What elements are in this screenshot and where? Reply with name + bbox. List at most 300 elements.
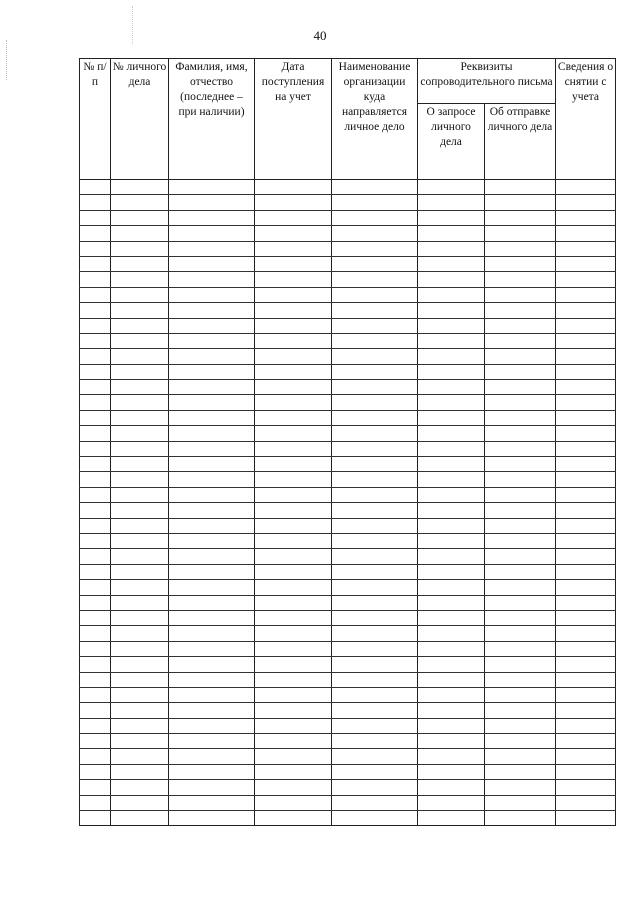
table-cell: [111, 764, 169, 779]
table-cell: [80, 687, 111, 702]
table-cell: [418, 241, 485, 256]
table-cell: [485, 641, 556, 656]
table-cell: [169, 241, 255, 256]
table-cell: [485, 811, 556, 826]
table-row: [80, 626, 616, 641]
table-cell: [418, 287, 485, 302]
table-cell: [485, 564, 556, 579]
table-row: [80, 687, 616, 702]
table-cell: [418, 764, 485, 779]
table-cell: [80, 795, 111, 810]
table-cell: [111, 811, 169, 826]
table-cell: [80, 241, 111, 256]
table-cell: [332, 795, 418, 810]
table-row: [80, 641, 616, 656]
table-cell: [169, 564, 255, 579]
table-cell: [556, 734, 616, 749]
table-cell: [418, 256, 485, 271]
table-cell: [556, 241, 616, 256]
table-cell: [418, 380, 485, 395]
table-cell: [80, 333, 111, 348]
table-cell: [556, 780, 616, 795]
table-cell: [556, 811, 616, 826]
table-cell: [418, 703, 485, 718]
table-cell: [332, 287, 418, 302]
table-cell: [332, 657, 418, 672]
table-cell: [556, 303, 616, 318]
table-cell: [418, 333, 485, 348]
table-cell: [556, 287, 616, 302]
table-cell: [332, 580, 418, 595]
table-cell: [169, 703, 255, 718]
table-cell: [418, 410, 485, 425]
table-cell: [332, 272, 418, 287]
table-cell: [80, 410, 111, 425]
table-cell: [485, 241, 556, 256]
table-cell: [485, 657, 556, 672]
table-cell: [418, 672, 485, 687]
table-cell: [485, 426, 556, 441]
table-cell: [111, 672, 169, 687]
registry-table: [79, 58, 616, 826]
table-cell: [332, 533, 418, 548]
table-cell: [111, 703, 169, 718]
table-cell: [332, 672, 418, 687]
table-row: [80, 503, 616, 518]
table-cell: [556, 180, 616, 195]
table-cell: [255, 811, 332, 826]
table-cell: [556, 426, 616, 441]
table-cell: [169, 657, 255, 672]
table-cell: [169, 672, 255, 687]
table-cell: [556, 333, 616, 348]
table-cell: [111, 518, 169, 533]
table-cell: [111, 749, 169, 764]
table-cell: [169, 503, 255, 518]
table-row: [80, 287, 616, 302]
table-cell: [485, 457, 556, 472]
table-cell: [169, 533, 255, 548]
table-cell: [485, 303, 556, 318]
table-cell: [556, 256, 616, 271]
table-cell: [418, 272, 485, 287]
table-cell: [80, 626, 111, 641]
table-cell: [418, 749, 485, 764]
table-cell: [332, 303, 418, 318]
table-cell: [111, 333, 169, 348]
table-cell: [255, 503, 332, 518]
table-row: [80, 780, 616, 795]
table-cell: [169, 364, 255, 379]
table-cell: [169, 595, 255, 610]
table-row: [80, 549, 616, 564]
table-cell: [111, 256, 169, 271]
table-cell: [255, 749, 332, 764]
table-cell: [485, 518, 556, 533]
table-row: [80, 672, 616, 687]
table-cell: [332, 487, 418, 502]
table-cell: [332, 364, 418, 379]
table-cell: [169, 549, 255, 564]
table-cell: [485, 410, 556, 425]
table-cell: [556, 349, 616, 364]
table-cell: [111, 441, 169, 456]
table-cell: [332, 687, 418, 702]
table-cell: [80, 287, 111, 302]
table-cell: [556, 441, 616, 456]
table-row: [80, 533, 616, 548]
col-header-cover-letter: Реквизиты сопроводительного письма: [418, 59, 556, 104]
table-cell: [111, 210, 169, 225]
table-cell: [556, 503, 616, 518]
table-row: [80, 210, 616, 225]
table-cell: [332, 518, 418, 533]
table-cell: [169, 349, 255, 364]
table-cell: [169, 795, 255, 810]
table-cell: [255, 256, 332, 271]
table-cell: [169, 780, 255, 795]
table-cell: [418, 457, 485, 472]
table-cell: [332, 641, 418, 656]
table-cell: [485, 210, 556, 225]
table-cell: [556, 764, 616, 779]
table-cell: [485, 441, 556, 456]
table-cell: [255, 580, 332, 595]
table-cell: [556, 687, 616, 702]
table-cell: [485, 687, 556, 702]
table-cell: [80, 364, 111, 379]
table-cell: [80, 749, 111, 764]
table-cell: [255, 518, 332, 533]
header-row-main: [80, 59, 616, 104]
table-cell: [169, 626, 255, 641]
table-cell: [111, 533, 169, 548]
table-row: [80, 457, 616, 472]
table-cell: [80, 657, 111, 672]
table-cell: [111, 487, 169, 502]
table-cell: [332, 241, 418, 256]
table-cell: [485, 487, 556, 502]
table-cell: [169, 734, 255, 749]
table-row: [80, 811, 616, 826]
table-cell: [332, 318, 418, 333]
table-cell: [418, 811, 485, 826]
col-header-case-number: № личного дела: [111, 59, 169, 180]
table-cell: [485, 734, 556, 749]
table-cell: [111, 734, 169, 749]
table-row: [80, 610, 616, 625]
table-cell: [111, 426, 169, 441]
table-cell: [332, 457, 418, 472]
table-cell: [255, 564, 332, 579]
table-cell: [111, 318, 169, 333]
table-cell: [80, 533, 111, 548]
table-cell: [255, 441, 332, 456]
table-cell: [169, 718, 255, 733]
margin-scan-mark: [6, 40, 8, 80]
table-cell: [169, 195, 255, 210]
table-cell: [418, 195, 485, 210]
table-cell: [255, 426, 332, 441]
table-cell: [255, 333, 332, 348]
table-cell: [255, 533, 332, 548]
table-cell: [332, 395, 418, 410]
table-cell: [556, 580, 616, 595]
table-cell: [485, 718, 556, 733]
table-cell: [255, 657, 332, 672]
table-cell: [80, 672, 111, 687]
table-cell: [418, 549, 485, 564]
table-cell: [255, 241, 332, 256]
col-header-full-name: Фамилия, имя, отчество (последнее – при наличии): [169, 59, 255, 180]
table-cell: [80, 734, 111, 749]
table-cell: [418, 564, 485, 579]
table-cell: [111, 272, 169, 287]
table-cell: [485, 580, 556, 595]
table-cell: [255, 364, 332, 379]
table-row: [80, 518, 616, 533]
table-cell: [111, 595, 169, 610]
col-header-organization: Наименование организации куда направляется личное дело: [332, 59, 418, 180]
table-cell: [111, 687, 169, 702]
table-cell: [418, 657, 485, 672]
table-cell: [556, 226, 616, 241]
table-cell: [111, 795, 169, 810]
table-cell: [485, 349, 556, 364]
table-cell: [332, 210, 418, 225]
table-cell: [255, 764, 332, 779]
table-cell: [556, 518, 616, 533]
table-row: [80, 364, 616, 379]
table-cell: [332, 410, 418, 425]
table-cell: [80, 549, 111, 564]
table-cell: [556, 657, 616, 672]
table-row: [80, 303, 616, 318]
table-cell: [418, 472, 485, 487]
table-cell: [111, 364, 169, 379]
table-cell: [418, 180, 485, 195]
table-cell: [556, 272, 616, 287]
table-cell: [169, 333, 255, 348]
table-cell: [485, 749, 556, 764]
table-cell: [418, 518, 485, 533]
table-cell: [485, 180, 556, 195]
table-cell: [80, 610, 111, 625]
table-row: [80, 657, 616, 672]
table-cell: [80, 764, 111, 779]
table-cell: [169, 749, 255, 764]
table-cell: [80, 780, 111, 795]
table-cell: [111, 241, 169, 256]
table-cell: [169, 180, 255, 195]
table-cell: [80, 811, 111, 826]
table-cell: [418, 349, 485, 364]
table-cell: [332, 595, 418, 610]
table-cell: [485, 595, 556, 610]
table-cell: [111, 549, 169, 564]
table-cell: [485, 764, 556, 779]
table-cell: [255, 626, 332, 641]
table-cell: [169, 380, 255, 395]
table-cell: [80, 318, 111, 333]
table-cell: [332, 764, 418, 779]
table-cell: [332, 780, 418, 795]
table-cell: [255, 549, 332, 564]
table-cell: [255, 195, 332, 210]
table-cell: [556, 210, 616, 225]
col-header-number: № п/п: [80, 59, 111, 180]
table-cell: [418, 441, 485, 456]
table-row: [80, 241, 616, 256]
table-cell: [169, 457, 255, 472]
table-cell: [169, 256, 255, 271]
table-cell: [556, 718, 616, 733]
table-cell: [169, 226, 255, 241]
table-cell: [80, 180, 111, 195]
table-cell: [556, 795, 616, 810]
table-cell: [111, 380, 169, 395]
table-cell: [556, 395, 616, 410]
table-cell: [485, 780, 556, 795]
table-cell: [332, 380, 418, 395]
table-row: [80, 764, 616, 779]
table-cell: [255, 595, 332, 610]
table-cell: [80, 457, 111, 472]
table-cell: [255, 487, 332, 502]
table-row: [80, 749, 616, 764]
table-cell: [80, 256, 111, 271]
table-row: [80, 318, 616, 333]
table-cell: [418, 503, 485, 518]
table-cell: [255, 380, 332, 395]
table-cell: [169, 410, 255, 425]
table-cell: [556, 380, 616, 395]
table-cell: [332, 718, 418, 733]
table-cell: [169, 287, 255, 302]
table-cell: [255, 672, 332, 687]
table-cell: [111, 410, 169, 425]
table-cell: [80, 595, 111, 610]
table-cell: [485, 472, 556, 487]
table-cell: [111, 564, 169, 579]
table-cell: [255, 457, 332, 472]
table-row: [80, 718, 616, 733]
table-cell: [80, 580, 111, 595]
table-cell: [418, 364, 485, 379]
table-cell: [169, 441, 255, 456]
table-cell: [485, 287, 556, 302]
table-cell: [80, 210, 111, 225]
table-cell: [332, 349, 418, 364]
table-cell: [556, 749, 616, 764]
table-cell: [485, 272, 556, 287]
table-cell: [556, 457, 616, 472]
table-cell: [332, 610, 418, 625]
table-cell: [255, 410, 332, 425]
table-cell: [332, 811, 418, 826]
table-cell: [80, 703, 111, 718]
table-cell: [255, 610, 332, 625]
table-cell: [169, 303, 255, 318]
table-cell: [485, 503, 556, 518]
table-row: [80, 226, 616, 241]
table-row: [80, 580, 616, 595]
table-row: [80, 333, 616, 348]
table-cell: [80, 303, 111, 318]
table-cell: [556, 487, 616, 502]
table-cell: [418, 210, 485, 225]
table-cell: [332, 703, 418, 718]
table-cell: [332, 195, 418, 210]
table-cell: [80, 226, 111, 241]
table-cell: [255, 303, 332, 318]
table-row: [80, 564, 616, 579]
table-cell: [111, 472, 169, 487]
table-row: [80, 472, 616, 487]
table-row: [80, 595, 616, 610]
table-cell: [556, 595, 616, 610]
table-cell: [80, 195, 111, 210]
table-cell: [255, 641, 332, 656]
table-cell: [80, 718, 111, 733]
table-cell: [255, 472, 332, 487]
page-number: 40: [313, 28, 327, 43]
table-row: [80, 734, 616, 749]
table-cell: [80, 349, 111, 364]
registry-table-body: [80, 180, 616, 826]
table-cell: [485, 226, 556, 241]
table-cell: [556, 364, 616, 379]
table-cell: [485, 549, 556, 564]
table-cell: [332, 426, 418, 441]
table-cell: [556, 703, 616, 718]
table-cell: [556, 610, 616, 625]
table-cell: [111, 303, 169, 318]
table-cell: [556, 533, 616, 548]
table-row: [80, 180, 616, 195]
table-cell: [418, 795, 485, 810]
table-cell: [255, 734, 332, 749]
table-cell: [111, 580, 169, 595]
table-cell: [111, 626, 169, 641]
table-cell: [255, 718, 332, 733]
table-cell: [255, 210, 332, 225]
table-cell: [485, 256, 556, 271]
table-cell: [111, 287, 169, 302]
table-cell: [485, 795, 556, 810]
table-cell: [169, 764, 255, 779]
table-cell: [111, 395, 169, 410]
table-cell: [255, 180, 332, 195]
table-cell: [485, 333, 556, 348]
table-cell: [80, 487, 111, 502]
table-cell: [255, 780, 332, 795]
table-cell: [111, 610, 169, 625]
table-cell: [255, 349, 332, 364]
table-cell: [418, 533, 485, 548]
table-cell: [485, 626, 556, 641]
table-cell: [418, 303, 485, 318]
table-cell: [111, 657, 169, 672]
table-row: [80, 487, 616, 502]
table-cell: [169, 580, 255, 595]
table-cell: [556, 472, 616, 487]
table-cell: [485, 672, 556, 687]
table-cell: [485, 195, 556, 210]
table-cell: [169, 610, 255, 625]
table-cell: [111, 195, 169, 210]
table-row: [80, 441, 616, 456]
